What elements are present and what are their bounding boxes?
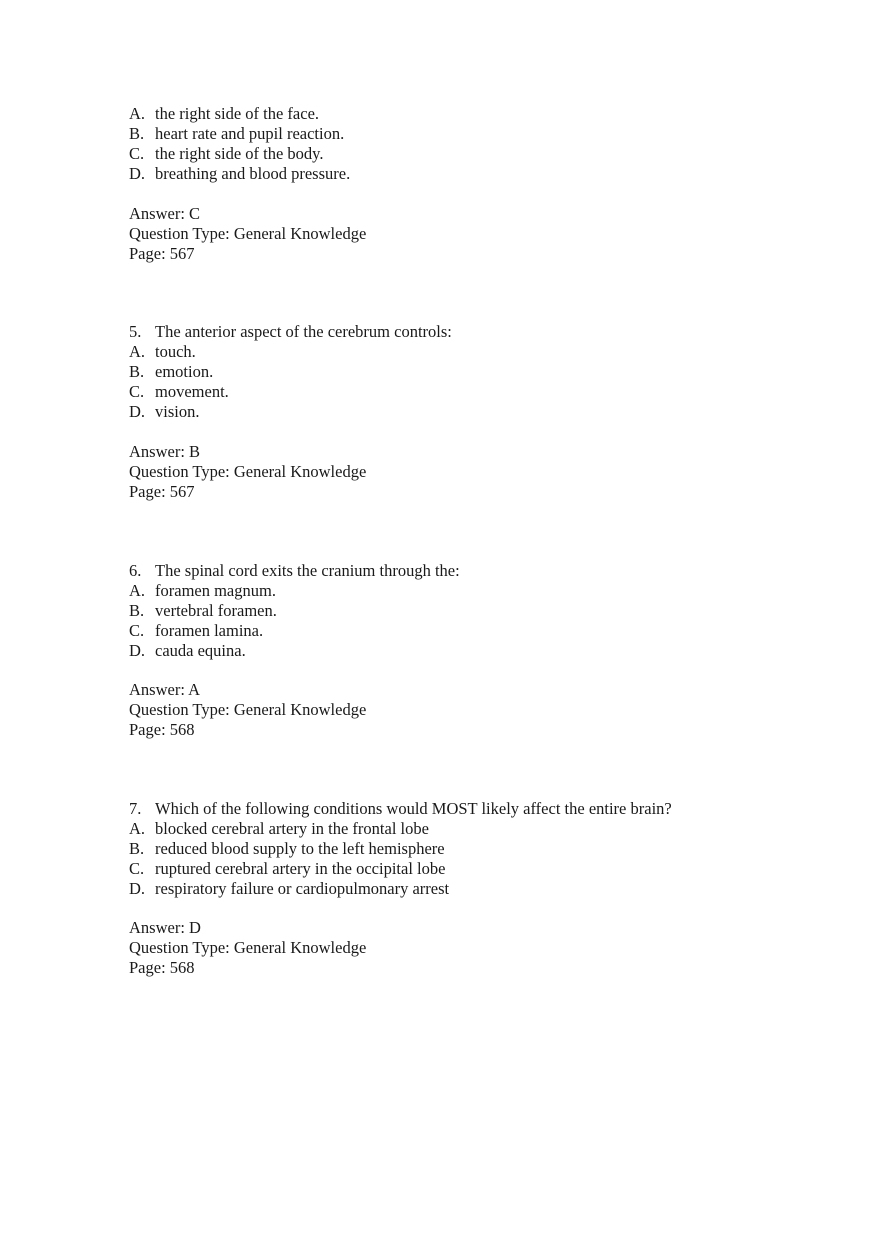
option-c: C. foramen lamina. [129,621,264,640]
question-stem: 7. Which of the following conditions would MOST likely affect the entire brain? [129,799,672,818]
option-b: B. vertebral foramen. [129,601,277,620]
option-b: B. emotion. [129,362,214,381]
page-reference-line: Page: 567 [129,482,195,501]
page-reference-line: Page: 568 [129,720,195,739]
option-d: D. breathing and blood pressure. [129,164,351,183]
question-stem: 6. The spinal cord exits the cranium through the: [129,561,460,580]
option-d: D. vision. [129,402,200,421]
page-reference-line: Page: 567 [129,244,195,263]
option-a: A. touch. [129,342,196,361]
answer-line: Answer: C [129,204,201,223]
option-a: A. the right side of the face. [129,104,320,123]
page-reference-line: Page: 568 [129,958,195,977]
question-type-line: Question Type: General Knowledge [129,938,367,957]
question-type-line: Question Type: General Knowledge [129,700,367,719]
answer-line: Answer: A [129,680,201,699]
option-b: B. reduced blood supply to the left hemisphere [129,839,445,858]
answer-line: Answer: D [129,918,201,937]
option-b: B. heart rate and pupil reaction. [129,124,345,143]
option-d: D. respiratory failure or cardiopulmonary arrest [129,879,450,898]
question-type-line: Question Type: General Knowledge [129,462,367,481]
option-a: A. foramen magnum. [129,581,276,600]
option-c: C. the right side of the body. [129,144,324,163]
question-type-line: Question Type: General Knowledge [129,224,367,243]
option-c: C. movement. [129,382,229,401]
option-d: D. cauda equina. [129,641,246,660]
answer-line: Answer: B [129,442,201,461]
question-stem: 5. The anterior aspect of the cerebrum controls: [129,322,452,341]
option-a: A. blocked cerebral artery in the frontal lobe [129,819,429,838]
option-c: C. ruptured cerebral artery in the occipital lobe [129,859,446,878]
